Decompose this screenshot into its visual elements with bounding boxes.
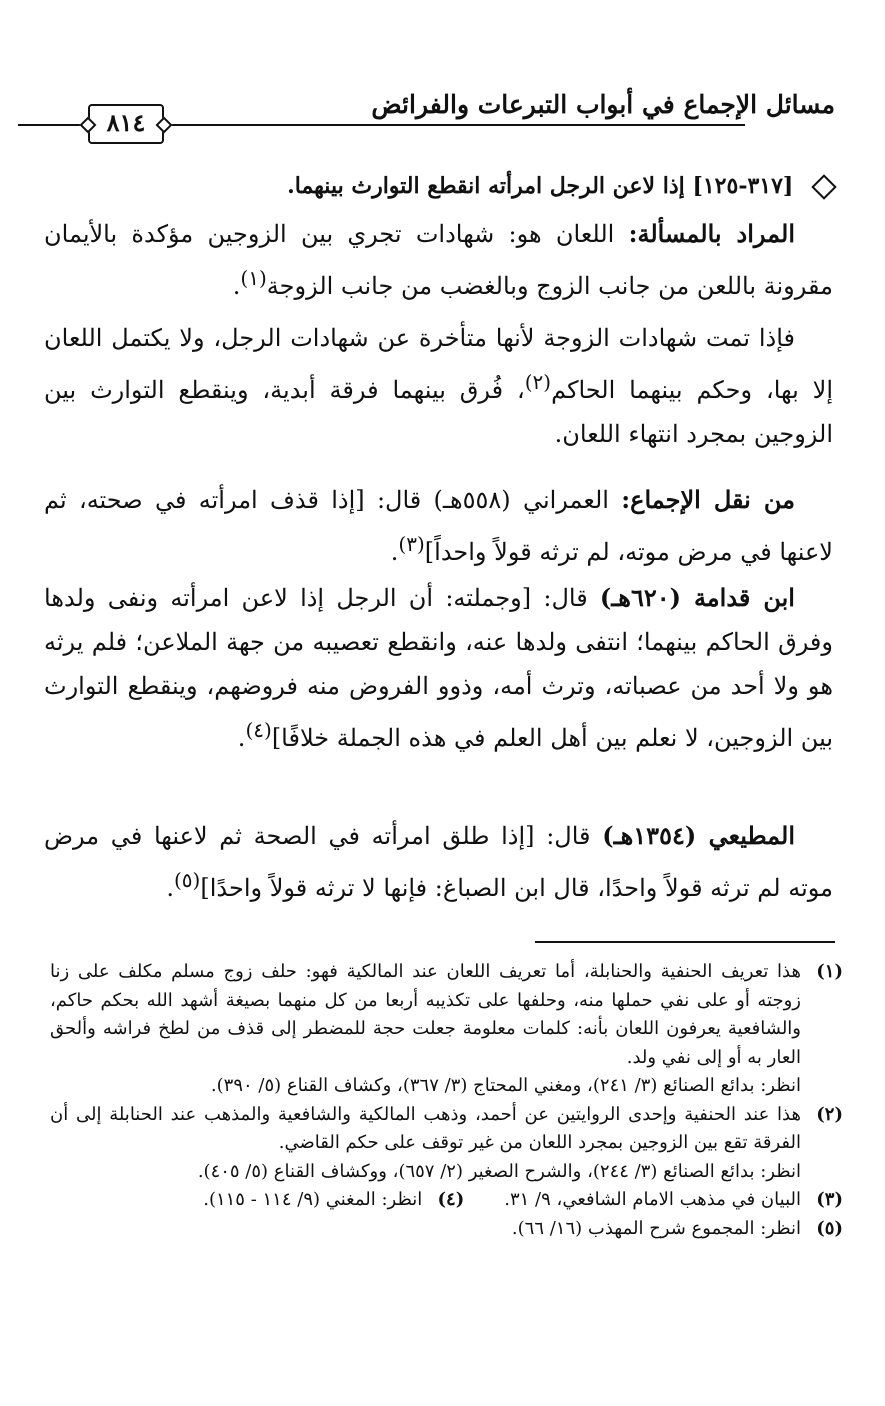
footnote-4 bbox=[203, 1186, 464, 1215]
page-number: ٨١٤ bbox=[88, 104, 164, 144]
running-title: مسائل الإجماع في أبواب التبرعات والفرائض bbox=[371, 90, 835, 119]
footnote-text: انظر: المجموع شرح المهذب (١٦/ ٦٦). bbox=[511, 1217, 801, 1239]
footnote-references: انظر: بدائع الصنائع (٣/ ٢٤١)، ومغني المحتاج (٣/ ٣٦٧)، وكشاف القناع (٥/ ٣٩٠). bbox=[210, 1075, 801, 1096]
ijma-transmission-paragraph: من نقل الإجماع: العمراني (٥٥٨هـ) قال: [إذا قذف امرأته في صحته، ثم لاعنها في مرض موته، لم ترثه قولاً واحداً]$^{(٣)}$. bbox=[44, 485, 833, 566]
ibn-qudama-text: قال: [وجملته: أن الرجل إذا لاعن امرأته ونفى ولدها وفرق الحاكم بينهما؛ انتفى ولدها عنه، وانقطع تعصيبه من جهة الملاعن؛ فلم يرثه هو ولا أحد من عصباته، وترث أمه، وذوو الفروض منه فروضهم، وينقطع التوارث بين الزوجين، لا نعلم بين أهل العلم في هذه الجملة خلافًا] bbox=[44, 584, 833, 752]
issue-heading bbox=[40, 170, 833, 202]
footnote-separator bbox=[535, 941, 835, 943]
footnote-text: البيان في مذهب الامام الشافعي، ٩/ ٣١. bbox=[504, 1189, 801, 1210]
footnote-text: هذا عند الحنفية وإحدى الروايتين عن أحمد، وذهب المالكية والشافعية والمذهب عند الحنابلة إلى أن الفرقة تقع بين الزوجين بمجرد اللعان من غير توقف على حكم القاضي. bbox=[50, 1103, 801, 1153]
footnote-number: (٤) bbox=[437, 1189, 465, 1210]
footnote-ref-3[interactable]: (٣) bbox=[398, 532, 425, 556]
page-header bbox=[18, 90, 835, 150]
footnote-2 bbox=[50, 1101, 843, 1187]
footnote-text: انظر: المغني (٩/ ١١٤ - ١١٥). bbox=[203, 1189, 423, 1210]
footnote-ref-1[interactable]: (١) bbox=[240, 266, 267, 290]
ibn-qudama-paragraph: ابن قدامة (٦٢٠هـ) قال: [وجملته: أن الرجل إذا لاعن امرأته ونفى ولدها وفرق الحاكم بينهما؛ انتفى ولدها عنه، وانقطع تعصيبه من جهة الملاعن؛ فلم يرثه هو ولا أحد من عصباته، وترث أمه، وذوو الفروض منه فروضهم، وينقطع التوارث بين الزوجين، لا نعلم بين أهل العلم في هذه الجملة خلافًا]$^{(٤)}$. bbox=[44, 583, 833, 752]
definition-label: المراد بالمسألة: bbox=[628, 219, 795, 248]
footnote-number: (٥) bbox=[816, 1217, 843, 1239]
mutii-paragraph: المطيعي (١٣٥٤هـ) قال: [إذا طلق امرأته في الصحة ثم لاعنها في مرض موته لم ترثه قولاً واحدًا، قال ابن الصباغ: فإنها لا ترثه قولاً واحدًا]$^{(٥)}$. bbox=[44, 821, 833, 902]
footnote-references: انظر: بدائع الصنائع (٣/ ٢٤٤)، والشرح الصغير (٢/ ٦٥٧)، ووكشاف القناع (٥/ ٤٠٥). bbox=[197, 1160, 801, 1182]
footnote-1 bbox=[50, 958, 843, 1101]
footnote-ref-4[interactable]: (٤) bbox=[245, 718, 272, 742]
definition-paragraph: المراد بالمسألة: اللعان هو: شهادات تجري بين الزوجين مؤكدة بالأيمان مقرونة باللعن من جانب الزوج وبالغضب من جانب الزوجة$^{(١)}$. bbox=[44, 219, 833, 300]
definition-text: اللعان هو: شهادات تجري بين الزوجين مؤكدة بالأيمان مقرونة باللعن من جانب الزوج وبالغضب من جانب الزوجة bbox=[44, 220, 833, 300]
footnote-row-3-4 bbox=[50, 1186, 843, 1215]
ijma-label: من نقل الإجماع: bbox=[621, 485, 795, 514]
footnote-number: (٣) bbox=[816, 1189, 843, 1210]
issue-title: إذا لاعن الرجل امرأته انقطع التوارث بينهما. bbox=[287, 173, 685, 199]
footnote-number: (١) bbox=[816, 961, 843, 982]
consequence-paragraph bbox=[44, 316, 833, 456]
consequence-text-b: ، فُرق بينهما فرقة أبدية، وينقطع التوارث بين الزوجين بمجرد انتهاء اللعان. bbox=[44, 376, 833, 448]
footnotes-section bbox=[50, 958, 843, 1243]
footnote-number: (٢) bbox=[816, 1103, 843, 1125]
footnote-text: هذا تعريف الحنفية والحنابلة، أما تعريف اللعان عند المالكية فهو: حلف زوج مسلم مكلف على زنا زوجته أو على نفي حملها منه، وحلفها على تكذيبه أربعا من كل منهما بصيغة أشهد الله بحكم حاكم، والشافعية يعرفون اللعان بأنه: كلمات معلومة جعلت حجة للمضطر إلى قذف من لطخ فراشه وألحق العار به أو إلى نفي ولد. bbox=[50, 961, 801, 1068]
footnote-5 bbox=[50, 1215, 843, 1244]
ibn-qudama-label: ابن قدامة (٦٢٠هـ) bbox=[599, 583, 795, 612]
mutii-label: المطيعي (١٣٥٤هـ) bbox=[602, 821, 795, 850]
ijma-text: العمراني (٥٥٨هـ) قال: [إذا قذف امرأته في صحته، ثم لاعنها في مرض موته، لم ترثه قولاً واحداً] bbox=[44, 486, 833, 566]
footnote-ref-2[interactable]: (٢) bbox=[524, 370, 552, 394]
footnote-3 bbox=[504, 1186, 843, 1215]
diamond-bullet-icon bbox=[811, 174, 836, 199]
mutii-text: قال: [إذا طلق امرأته في الصحة ثم لاعنها في مرض موته لم ترثه قولاً واحدًا، قال ابن الصباغ: فإنها لا ترثه قولاً واحدًا] bbox=[44, 822, 833, 902]
consequence-text-a: فإذا تمت شهادات الزوجة لأنها متأخرة عن شهادات الرجل، ولا يكتمل اللعان إلا بها، وحكم بينهما الحاكم bbox=[44, 324, 834, 404]
issue-number: [٣١٧-١٢٥] bbox=[692, 173, 794, 199]
footnote-ref-5[interactable]: (٥) bbox=[173, 868, 201, 892]
